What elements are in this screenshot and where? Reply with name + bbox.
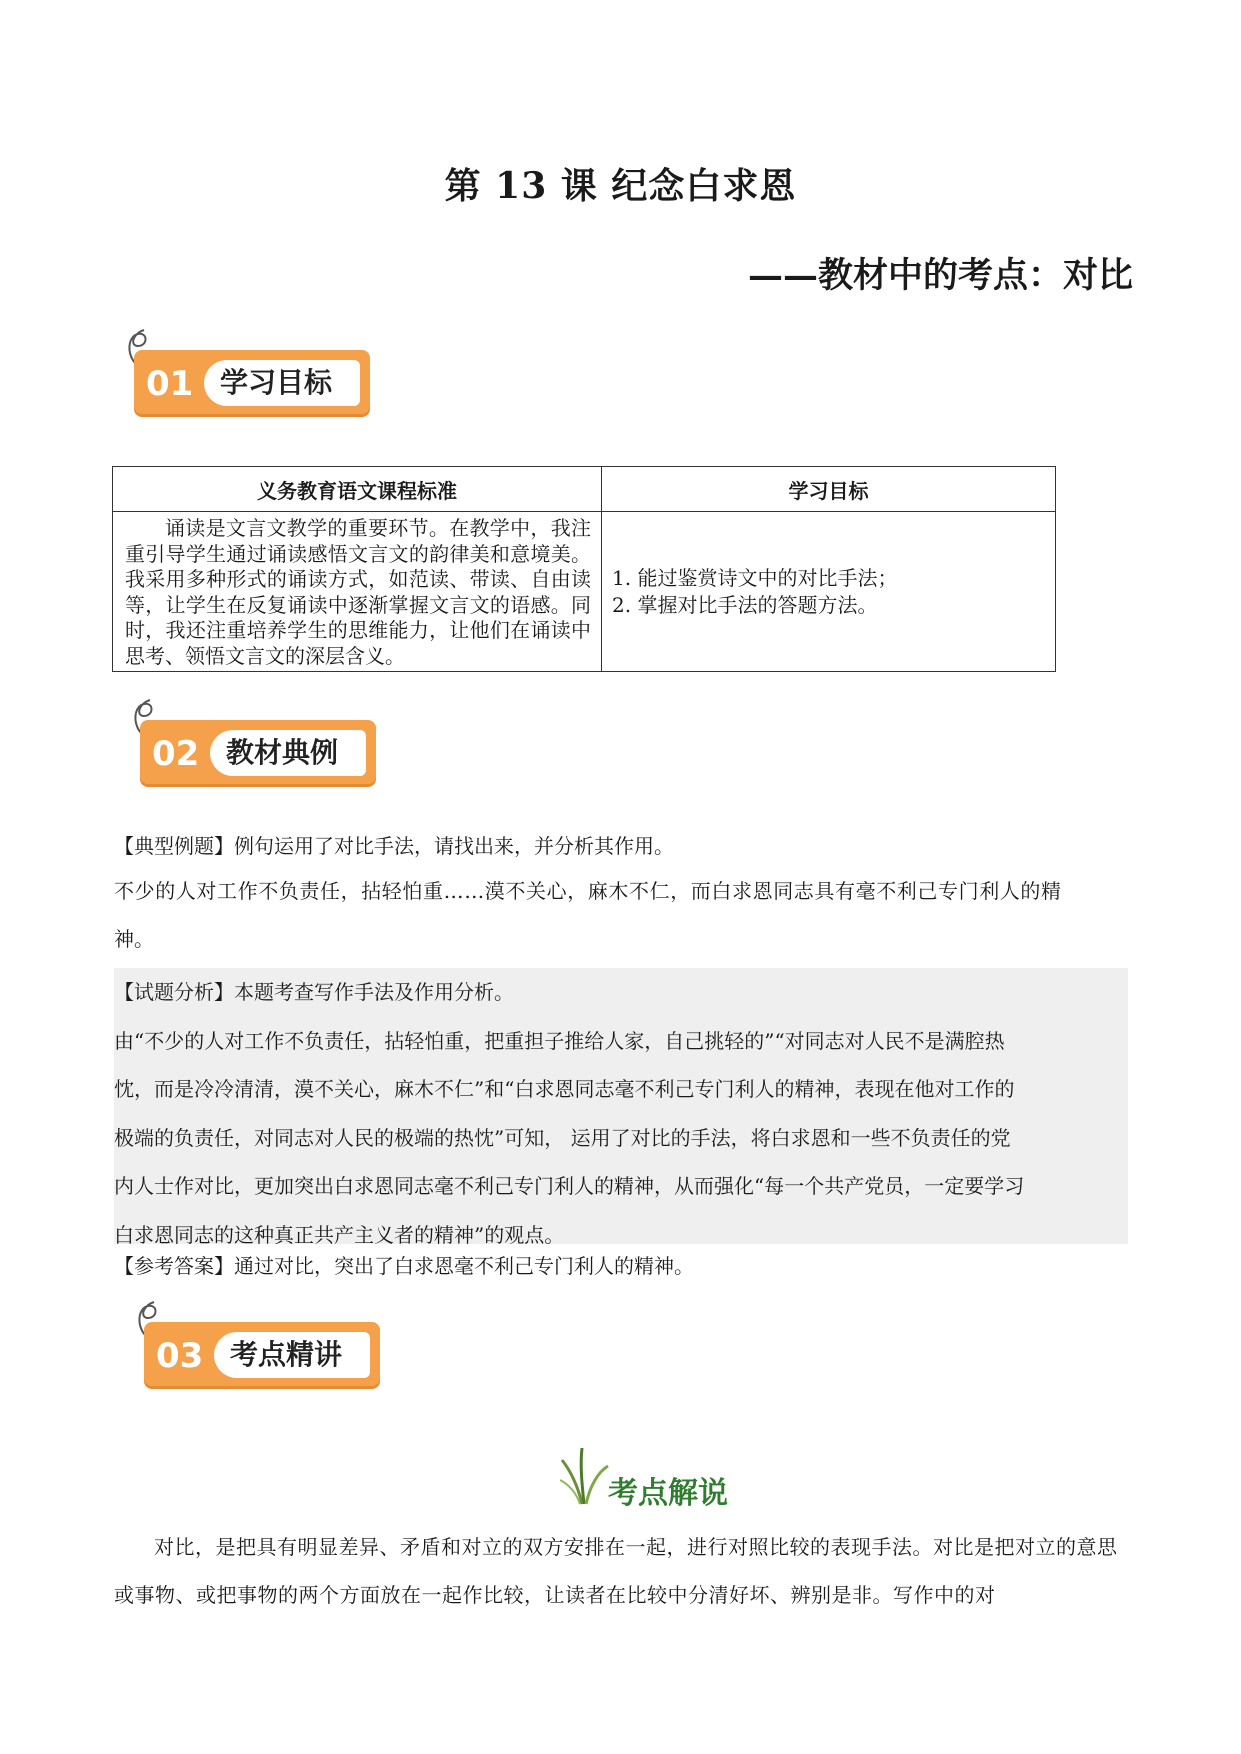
section-label: 教材典例: [210, 730, 366, 776]
example-sentence-line1: 不少的人对工作不负责任，拈轻怕重……漠不关心，麻木不仁，而白求恩同志具有毫不利己专门利人的精: [114, 879, 1062, 903]
objective-item: 1. 能过鉴赏诗文中的对比手法；: [612, 565, 898, 590]
analysis-line: 白求恩同志的这种真正共产主义者的精神”的观点。: [114, 1222, 565, 1247]
standard-cell: 诵读是文言文教学的重要环节。在教学中，我注重引导学生通过诵读感悟文言文的韵律美和意境美。我采用多种形式的诵读方式，如范读、带读、自由读等，让学生在反复诵读中逐渐掌握文言文的语感。同时，我还注重培养学生的思维能力，让他们在诵读中思考、领悟文言文的深层含义。: [113, 512, 602, 672]
example-question: 【典型例题】例句运用了对比手法，请找出来，并分析其作用。: [114, 834, 674, 858]
page-title: 第 13 课 纪念白求恩: [444, 165, 797, 207]
analysis-line: 由“不少的人对工作不负责任，拈轻怕重，把重担子推给人家，自己挑轻的”“对同志对人民不是满腔热: [114, 1028, 1005, 1053]
explanation-text: 对比，是把具有明显差异、矛盾和对立的双方安排在一起，进行对照比较的表现手法。对比是把对立的意思或事物、或把事物的两个方面放在一起作比较，让读者在比较中分清好坏、辨别是非。写作中的对: [114, 1535, 1118, 1607]
explanation-heading: [560, 1440, 740, 1510]
objective-item: 2. 掌握对比手法的答题方法。: [612, 592, 878, 617]
objectives-cell: [602, 512, 1056, 672]
section-badge-03: [132, 1298, 392, 1388]
example-sentence-line2: 神。: [114, 927, 154, 951]
section-number: 02: [152, 734, 200, 774]
table-header: 学习目标: [602, 467, 1056, 512]
explanation-heading-text: 考点解说: [608, 1476, 728, 1511]
section-badge-02: [128, 696, 388, 786]
analysis-line: 忱，而是冷冷清清，漠不关心，麻木不仁”和“白求恩同志毫不利己专门利人的精神，表现在他对工作的: [114, 1077, 1015, 1102]
analysis-line: 【试题分析】本题考查写作手法及作用分析。: [114, 980, 514, 1004]
analysis-line: 极端的负责任，对同志对人民的极端的热忱”可知， 运用了对比的手法，将白求恩和一些不负责任的党: [114, 1125, 1011, 1150]
goals-table: [112, 466, 1056, 672]
section-number: 03: [156, 1336, 204, 1376]
reference-answer: 【参考答案】通过对比，突出了白求恩毫不利己专门利人的精神。: [114, 1254, 694, 1278]
analysis-block: [114, 968, 1128, 1247]
section-label: 考点精讲: [214, 1332, 370, 1378]
page-subtitle: ——教材中的考点：对比: [747, 255, 1133, 296]
table-header: 义务教育语文课程标准: [113, 467, 602, 512]
grass-icon: [560, 1446, 610, 1506]
section-number: 01: [146, 364, 194, 404]
analysis-line: 内人士作对比，更加突出白求恩同志毫不利己专门利人的精神，从而强化“每一个共产党员，一定要学习: [114, 1174, 1025, 1199]
section-label: 学习目标: [204, 360, 360, 406]
section-badge-01: [122, 326, 382, 416]
